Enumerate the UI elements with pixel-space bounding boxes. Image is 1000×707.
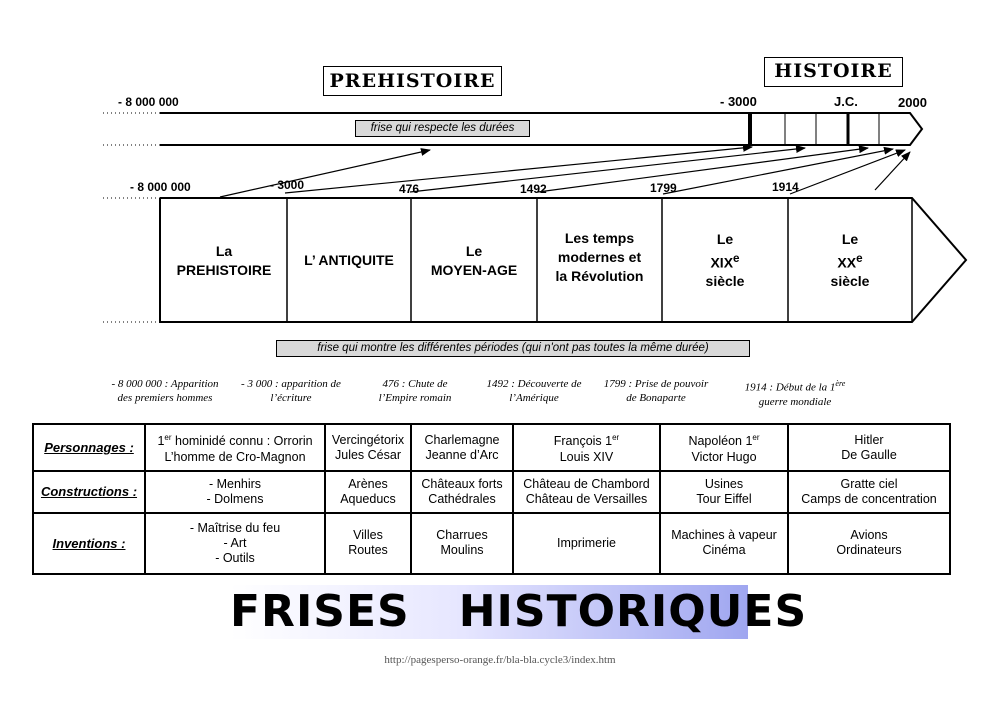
row-header: Inventions : bbox=[33, 513, 145, 574]
table-cell: - Maîtrise du feu - Art - Outils bbox=[145, 513, 325, 574]
period-label-line: siècle bbox=[830, 273, 870, 290]
histoire-banner: HISTOIRE bbox=[764, 57, 903, 87]
period-moyen-age bbox=[411, 199, 537, 322]
period-label-line: modernes et bbox=[557, 249, 642, 265]
periods-table bbox=[32, 423, 951, 575]
period-date-label: - 8 000 000 bbox=[130, 180, 191, 194]
page-title-box bbox=[230, 585, 808, 639]
period-label-line: Le bbox=[465, 242, 483, 259]
table-cell: - Menhirs - Dolmens bbox=[145, 471, 325, 513]
proportional-frieze-caption: frise qui respecte les durées bbox=[355, 120, 530, 137]
event-note: - 3 000 : apparition de l’écriture bbox=[241, 378, 341, 404]
period-antiquite bbox=[287, 199, 411, 322]
table-cell: Arènes Aqueducs bbox=[325, 471, 411, 513]
table-row-personnages bbox=[33, 424, 950, 471]
prehistoire-banner: PREHISTOIRE bbox=[323, 66, 502, 96]
table-cell: Vercingétorix Jules César bbox=[325, 424, 411, 471]
table-cell: Avions Ordinateurs bbox=[788, 513, 950, 574]
table-cell: 1er hominidé connu : Orrorin L’homme de Cro-Magnon bbox=[145, 424, 325, 471]
period-label-line: PREHISTOIRE bbox=[176, 261, 272, 278]
period-label-line: Le bbox=[841, 230, 859, 247]
period-label-line: siècle bbox=[705, 273, 745, 290]
page-title: FRISES HISTORIQUES bbox=[230, 586, 808, 637]
table-cell: Châteaux forts Cathédrales bbox=[411, 471, 513, 513]
event-note: 1799 : Prise de pouvoir de Bonaparte bbox=[603, 378, 709, 404]
table-cell: Charlemagne Jeanne d’Arc bbox=[411, 424, 513, 471]
period-label-sup: e bbox=[856, 251, 863, 265]
table-cell: Imprimerie bbox=[513, 513, 660, 574]
top-axis-end-label: 2000 bbox=[898, 95, 927, 110]
event-note: 476 : Chute de l’Empire romain bbox=[378, 378, 452, 404]
table-cell: Hitler De Gaulle bbox=[788, 424, 950, 471]
period-date-label: - 3000 bbox=[270, 178, 305, 192]
event-note: - 8 000 000 : Apparition des premiers hommes bbox=[111, 378, 219, 404]
event-note: 1914 : Début de la 1ère guerre mondiale bbox=[744, 379, 846, 408]
period-xx-siecle bbox=[788, 199, 912, 322]
period-label-line: La bbox=[215, 242, 233, 259]
table-cell: Napoléon 1er Victor Hugo bbox=[660, 424, 788, 471]
table-cell: Gratte ciel Camps de concentration bbox=[788, 471, 950, 513]
period-label-line: XIX bbox=[710, 254, 734, 271]
period-date-label: 1914 bbox=[772, 180, 799, 194]
table-row-constructions bbox=[33, 471, 950, 513]
table-cell: Villes Routes bbox=[325, 513, 411, 574]
row-header: Personnages : bbox=[33, 424, 145, 471]
period-label-line: Les temps bbox=[564, 230, 635, 246]
period-date-label: 1492 bbox=[520, 182, 547, 196]
table-cell: Usines Tour Eiffel bbox=[660, 471, 788, 513]
event-note: 1492 : Découverte de l’Amérique bbox=[486, 378, 582, 404]
period-xix-siecle bbox=[662, 199, 788, 322]
table-row-inventions bbox=[33, 513, 950, 574]
table-cell: Charrues Moulins bbox=[411, 513, 513, 574]
connector-arrows bbox=[220, 147, 910, 197]
period-label-line: XX bbox=[837, 254, 857, 271]
table-cell: Château de Chambord Château de Versailles bbox=[513, 471, 660, 513]
period-label-line: la Révolution bbox=[555, 268, 644, 284]
period-date-label: 476 bbox=[399, 182, 420, 196]
top-axis-minus3000-label: - 3000 bbox=[720, 94, 757, 109]
period-date-label: 1799 bbox=[650, 181, 677, 195]
table-cell: François 1er Louis XIV bbox=[513, 424, 660, 471]
period-temps-modernes bbox=[537, 199, 662, 322]
top-axis-jc-label: J.C. bbox=[834, 94, 858, 109]
period-label-line: Le bbox=[716, 230, 734, 247]
period-label-sup: e bbox=[733, 251, 740, 265]
top-axis-start-label: - 8 000 000 bbox=[118, 95, 179, 109]
period-label-line: L’ ANTIQUITE bbox=[304, 252, 394, 268]
period-prehistoire bbox=[161, 199, 287, 322]
row-header: Constructions : bbox=[33, 471, 145, 513]
period-label-line: MOYEN-AGE bbox=[430, 261, 518, 278]
source-url: http://pagesperso-orange.fr/bla-bla.cycle3/index.htm bbox=[384, 654, 616, 666]
table-cell: Machines à vapeur Cinéma bbox=[660, 513, 788, 574]
period-frieze-caption: frise qui montre les différentes périodes (qui n'ont pas toutes la même durée) bbox=[276, 340, 750, 357]
